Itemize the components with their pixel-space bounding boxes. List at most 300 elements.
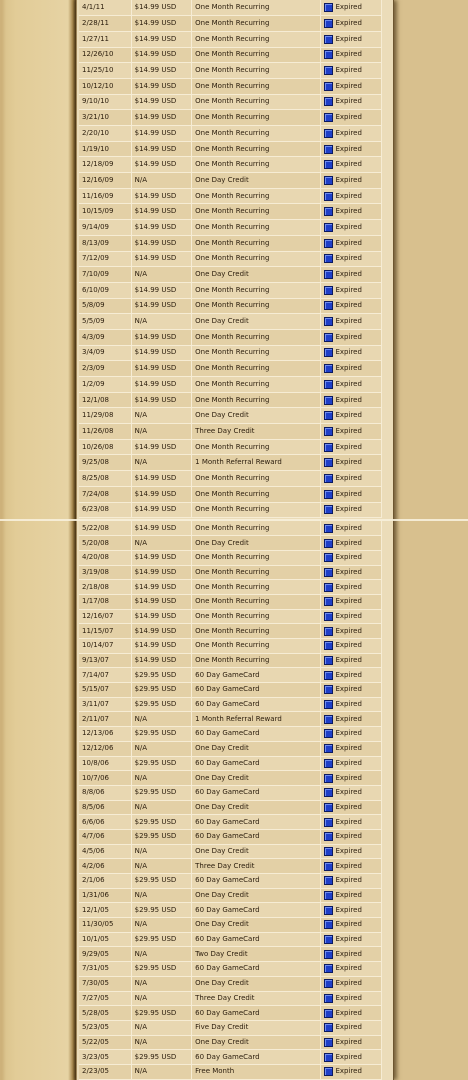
status-label: Expired (335, 364, 362, 373)
cell-date: 11/26/08 (79, 424, 131, 440)
cell-price: $29.95 USD (131, 683, 192, 698)
status-label: Expired (335, 34, 362, 43)
status-label: Expired (335, 553, 362, 562)
table-row (79, 1050, 382, 1065)
billing-history-table-top (79, 0, 382, 518)
cell-status (321, 976, 382, 991)
status-square-icon (324, 348, 333, 357)
cell-price: $14.99 USD (131, 594, 192, 609)
status-square-icon (324, 641, 333, 650)
status-square-icon (324, 286, 333, 295)
table-row (79, 829, 382, 844)
cell-date: 5/8/09 (79, 298, 131, 314)
status-label: Expired (335, 729, 362, 738)
cell-status (321, 188, 382, 204)
status-label: Expired (335, 817, 362, 826)
table-row (79, 345, 382, 361)
cell-price: $14.99 USD (131, 345, 192, 361)
cell-status (321, 624, 382, 639)
cell-date: 4/7/06 (79, 829, 131, 844)
table-row (79, 157, 382, 173)
status-label: Expired (335, 254, 362, 263)
cell-price: $14.99 USD (131, 47, 192, 63)
cell-status (321, 1050, 382, 1065)
cell-date: 3/23/05 (79, 1050, 131, 1065)
cell-date: 2/11/07 (79, 712, 131, 727)
cell-status (321, 173, 382, 189)
cell-type: One Month Recurring (192, 235, 321, 251)
cell-date: 7/31/05 (79, 962, 131, 977)
cell-type: One Month Recurring (192, 157, 321, 173)
cell-status (321, 345, 382, 361)
cell-price: N/A (131, 888, 192, 903)
status-square-icon (324, 19, 333, 28)
cell-date: 12/16/09 (79, 173, 131, 189)
status-square-icon (324, 759, 333, 768)
cell-date: 8/5/06 (79, 800, 131, 815)
cell-date: 5/22/05 (79, 1035, 131, 1050)
cell-type: One Month Recurring (192, 220, 321, 236)
table-row (79, 486, 382, 502)
status-square-icon (324, 380, 333, 389)
status-label: Expired (335, 1008, 362, 1017)
table-row (79, 282, 382, 298)
cell-date: 9/10/10 (79, 94, 131, 110)
cell-price: $14.99 USD (131, 639, 192, 654)
cell-date: 10/26/08 (79, 439, 131, 455)
cell-price: $29.95 USD (131, 903, 192, 918)
table-row (79, 0, 382, 16)
cell-status (321, 1035, 382, 1050)
status-square-icon (324, 129, 333, 138)
table-row (79, 991, 382, 1006)
cell-type: One Day Credit (192, 888, 321, 903)
cell-status (321, 653, 382, 668)
table-row (79, 536, 382, 551)
cell-price: N/A (131, 455, 192, 471)
cell-date: 10/7/06 (79, 771, 131, 786)
cell-date: 1/2/09 (79, 377, 131, 393)
status-square-icon (324, 950, 333, 959)
table-row (79, 47, 382, 63)
status-label: Expired (335, 656, 362, 665)
status-square-icon (324, 35, 333, 44)
cell-price: N/A (131, 712, 192, 727)
status-label: Expired (335, 773, 362, 782)
status-square-icon (324, 627, 333, 636)
cell-status (321, 580, 382, 595)
cell-type: One Month Recurring (192, 31, 321, 47)
table-row (79, 298, 382, 314)
status-label: Expired (335, 285, 362, 294)
cell-type: One Month Recurring (192, 0, 321, 16)
cell-type: One Month Recurring (192, 94, 321, 110)
cell-date: 10/8/06 (79, 756, 131, 771)
status-label: Expired (335, 301, 362, 310)
cell-price: $29.95 USD (131, 1050, 192, 1065)
cell-date: 4/1/11 (79, 0, 131, 16)
cell-price: $14.99 USD (131, 63, 192, 79)
cell-price: N/A (131, 267, 192, 283)
cell-status (321, 550, 382, 565)
billing-history-table-bottom (79, 521, 382, 1080)
cell-price: $14.99 USD (131, 235, 192, 251)
cell-status (321, 377, 382, 393)
cell-date: 3/19/08 (79, 565, 131, 580)
table-row (79, 756, 382, 771)
status-square-icon (324, 788, 333, 797)
table-row (79, 918, 382, 933)
cell-price: $29.95 USD (131, 874, 192, 889)
cell-price: $14.99 USD (131, 439, 192, 455)
cell-date: 5/28/05 (79, 1006, 131, 1021)
table-row (79, 859, 382, 874)
cell-type: 60 Day GameCard (192, 932, 321, 947)
cell-type: 60 Day GameCard (192, 903, 321, 918)
cell-date: 7/12/09 (79, 251, 131, 267)
cell-date: 8/8/06 (79, 785, 131, 800)
status-label: Expired (335, 426, 362, 435)
table-row (79, 424, 382, 440)
cell-type: One Month Recurring (192, 580, 321, 595)
cell-date: 6/23/08 (79, 502, 131, 518)
table-row (79, 580, 382, 595)
table-row (79, 408, 382, 424)
cell-status (321, 141, 382, 157)
cell-price: $14.99 USD (131, 486, 192, 502)
status-label: Expired (335, 270, 362, 279)
status-square-icon (324, 411, 333, 420)
cell-price: $14.99 USD (131, 157, 192, 173)
cell-status (321, 220, 382, 236)
cell-date: 2/28/11 (79, 16, 131, 32)
cell-status (321, 771, 382, 786)
cell-status (321, 609, 382, 624)
cell-status (321, 697, 382, 712)
cell-price: $29.95 USD (131, 697, 192, 712)
cell-type: One Day Credit (192, 408, 321, 424)
table-row (79, 110, 382, 126)
cell-date: 2/18/08 (79, 580, 131, 595)
table-row (79, 204, 382, 220)
cell-status (321, 712, 382, 727)
table-row (79, 377, 382, 393)
status-square-icon (324, 301, 333, 310)
cell-date: 6/10/09 (79, 282, 131, 298)
cell-date: 1/17/08 (79, 594, 131, 609)
status-square-icon (324, 906, 333, 915)
cell-type: One Month Recurring (192, 594, 321, 609)
status-label: Expired (335, 395, 362, 404)
status-square-icon (324, 920, 333, 929)
cell-date: 10/12/10 (79, 78, 131, 94)
cell-type: Free Month (192, 1064, 321, 1079)
cell-status (321, 521, 382, 536)
cell-price: $29.95 USD (131, 829, 192, 844)
cell-status (321, 918, 382, 933)
table-row (79, 550, 382, 565)
cell-type: One Day Credit (192, 741, 321, 756)
status-label: Expired (335, 979, 362, 988)
table-row (79, 392, 382, 408)
status-label: Expired (335, 876, 362, 885)
cell-status (321, 408, 382, 424)
table-row (79, 94, 382, 110)
table-row (79, 976, 382, 991)
status-square-icon (324, 612, 333, 621)
cell-price: $29.95 USD (131, 756, 192, 771)
cell-type: One Day Credit (192, 844, 321, 859)
table-row (79, 1064, 382, 1079)
cell-status (321, 800, 382, 815)
status-label: Expired (335, 175, 362, 184)
cell-price: $14.99 USD (131, 377, 192, 393)
cell-price: $14.99 USD (131, 251, 192, 267)
status-label: Expired (335, 238, 362, 247)
cell-type: One Month Recurring (192, 624, 321, 639)
status-square-icon (324, 396, 333, 405)
cell-status (321, 594, 382, 609)
cell-date: 8/13/09 (79, 235, 131, 251)
status-label: Expired (335, 442, 362, 451)
cell-date: 12/18/09 (79, 157, 131, 173)
cell-status (321, 282, 382, 298)
cell-type: 60 Day GameCard (192, 874, 321, 889)
cell-price: $14.99 USD (131, 609, 192, 624)
status-square-icon (324, 935, 333, 944)
cell-date: 4/2/06 (79, 859, 131, 874)
status-label: Expired (335, 832, 362, 841)
cell-status (321, 78, 382, 94)
cell-price: $14.99 USD (131, 126, 192, 142)
cell-date: 5/15/07 (79, 683, 131, 698)
cell-status (321, 63, 382, 79)
cell-price: N/A (131, 918, 192, 933)
status-label: Expired (335, 685, 362, 694)
status-square-icon (324, 1053, 333, 1062)
cell-status (321, 486, 382, 502)
status-square-icon (324, 458, 333, 467)
table-row (79, 683, 382, 698)
status-square-icon (324, 847, 333, 856)
cell-type: 60 Day GameCard (192, 668, 321, 683)
status-square-icon (324, 876, 333, 885)
cell-status (321, 1006, 382, 1021)
cell-status (321, 235, 382, 251)
status-square-icon (324, 254, 333, 263)
status-square-icon (324, 239, 333, 248)
status-square-icon (324, 685, 333, 694)
status-square-icon (324, 490, 333, 499)
cell-price: $14.99 USD (131, 94, 192, 110)
table-row (79, 903, 382, 918)
status-label: Expired (335, 714, 362, 723)
cell-type: One Month Recurring (192, 110, 321, 126)
cell-status (321, 874, 382, 889)
table-row (79, 932, 382, 947)
cell-status (321, 727, 382, 742)
cell-date: 12/13/06 (79, 727, 131, 742)
cell-date: 12/1/05 (79, 903, 131, 918)
status-label: Expired (335, 207, 362, 216)
status-square-icon (324, 192, 333, 201)
cell-price: N/A (131, 1064, 192, 1079)
cell-type: One Month Recurring (192, 204, 321, 220)
status-square-icon (324, 66, 333, 75)
cell-price: N/A (131, 976, 192, 991)
table-row (79, 800, 382, 815)
status-square-icon (324, 317, 333, 326)
cell-price: $14.99 USD (131, 502, 192, 518)
status-square-icon (324, 553, 333, 562)
cell-price: $14.99 USD (131, 188, 192, 204)
status-label: Expired (335, 1023, 362, 1032)
cell-date: 2/3/09 (79, 361, 131, 377)
status-square-icon (324, 774, 333, 783)
table-row (79, 521, 382, 536)
cell-type: One Month Recurring (192, 471, 321, 487)
cell-type: One Month Recurring (192, 141, 321, 157)
cell-type: One Month Recurring (192, 63, 321, 79)
cell-type: One Month Recurring (192, 361, 321, 377)
status-label: Expired (335, 411, 362, 420)
cell-status (321, 267, 382, 283)
status-label: Expired (335, 670, 362, 679)
cell-type: Two Day Credit (192, 947, 321, 962)
cell-status (321, 471, 382, 487)
cell-type: One Month Recurring (192, 377, 321, 393)
table-row (79, 609, 382, 624)
cell-status (321, 565, 382, 580)
cell-date: 7/10/09 (79, 267, 131, 283)
cell-date: 12/16/07 (79, 609, 131, 624)
cell-type: One Day Credit (192, 314, 321, 330)
cell-price: N/A (131, 408, 192, 424)
cell-type: 60 Day GameCard (192, 1006, 321, 1021)
cell-status (321, 785, 382, 800)
cell-type: One Month Recurring (192, 78, 321, 94)
cell-status (321, 0, 382, 16)
cell-price: $14.99 USD (131, 282, 192, 298)
table-row (79, 712, 382, 727)
cell-date: 7/30/05 (79, 976, 131, 991)
table-row (79, 653, 382, 668)
status-label: Expired (335, 379, 362, 388)
cell-price: $14.99 USD (131, 204, 192, 220)
cell-type: One Day Credit (192, 267, 321, 283)
cell-date: 4/5/06 (79, 844, 131, 859)
status-square-icon (324, 1067, 333, 1076)
table-row (79, 594, 382, 609)
status-square-icon (324, 818, 333, 827)
table-row (79, 962, 382, 977)
status-square-icon (324, 1009, 333, 1018)
status-label: Expired (335, 1052, 362, 1061)
status-square-icon (324, 891, 333, 900)
cell-price: $14.99 USD (131, 653, 192, 668)
cell-date: 12/26/10 (79, 47, 131, 63)
table-row (79, 126, 382, 142)
status-label: Expired (335, 113, 362, 122)
cell-status (321, 298, 382, 314)
table-row (79, 471, 382, 487)
cell-status (321, 329, 382, 345)
cell-type: One Month Recurring (192, 639, 321, 654)
cell-status (321, 16, 382, 32)
cell-status (321, 502, 382, 518)
cell-type: 60 Day GameCard (192, 727, 321, 742)
status-label: Expired (335, 97, 362, 106)
table-row (79, 31, 382, 47)
status-square-icon (324, 1038, 333, 1047)
cell-status (321, 536, 382, 551)
status-label: Expired (335, 128, 362, 137)
cell-date: 12/12/06 (79, 741, 131, 756)
status-square-icon (324, 270, 333, 279)
table-row (79, 565, 382, 580)
cell-status (321, 639, 382, 654)
status-square-icon (324, 3, 333, 12)
cell-type: One Day Credit (192, 976, 321, 991)
table-row (79, 785, 382, 800)
cell-price: $14.99 USD (131, 141, 192, 157)
status-label: Expired (335, 846, 362, 855)
status-label: Expired (335, 81, 362, 90)
status-label: Expired (335, 788, 362, 797)
cell-date: 7/24/08 (79, 486, 131, 502)
cell-status (321, 314, 382, 330)
cell-type: One Month Recurring (192, 609, 321, 624)
cell-type: 60 Day GameCard (192, 697, 321, 712)
cell-status (321, 251, 382, 267)
cell-type: One Day Credit (192, 536, 321, 551)
table-row (79, 455, 382, 471)
status-label: Expired (335, 66, 362, 75)
status-square-icon (324, 803, 333, 812)
status-label: Expired (335, 861, 362, 870)
status-label: Expired (335, 802, 362, 811)
cell-date: 3/11/07 (79, 697, 131, 712)
cell-type: 1 Month Referral Reward (192, 712, 321, 727)
status-label: Expired (335, 191, 362, 200)
status-label: Expired (335, 993, 362, 1002)
cell-status (321, 31, 382, 47)
status-square-icon (324, 671, 333, 680)
table-row (79, 947, 382, 962)
status-square-icon (324, 583, 333, 592)
cell-status (321, 204, 382, 220)
cell-price: $14.99 USD (131, 78, 192, 94)
cell-price: $14.99 USD (131, 31, 192, 47)
cell-type: One Month Recurring (192, 521, 321, 536)
cell-status (321, 932, 382, 947)
status-square-icon (324, 97, 333, 106)
cell-date: 11/29/08 (79, 408, 131, 424)
table-row (79, 771, 382, 786)
cell-status (321, 126, 382, 142)
status-square-icon (324, 223, 333, 232)
table-row (79, 624, 382, 639)
status-square-icon (324, 700, 333, 709)
status-square-icon (324, 145, 333, 154)
status-square-icon (324, 862, 333, 871)
cell-type: One Month Recurring (192, 565, 321, 580)
table-row (79, 141, 382, 157)
status-label: Expired (335, 1037, 362, 1046)
status-square-icon (324, 539, 333, 548)
cell-date: 9/13/07 (79, 653, 131, 668)
cell-price: N/A (131, 800, 192, 815)
